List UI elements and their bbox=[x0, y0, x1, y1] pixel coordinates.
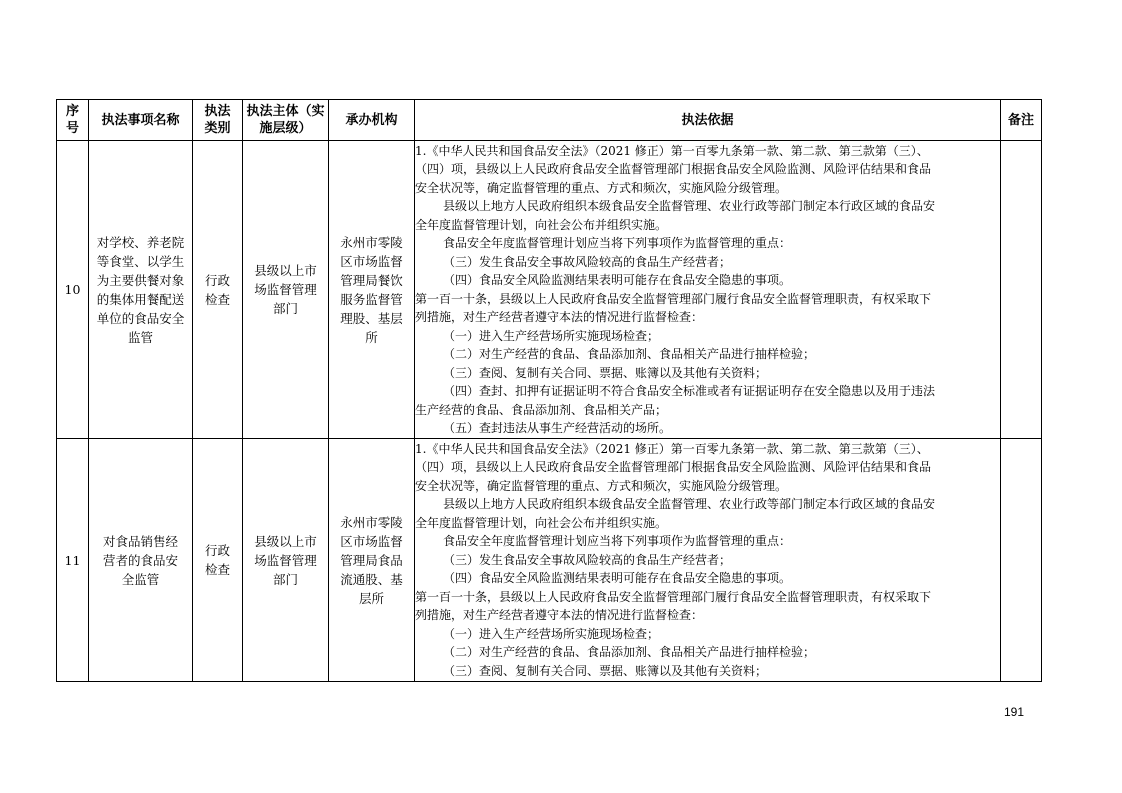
header-subject: 执法主体（实施层级） bbox=[243, 100, 329, 141]
header-category: 执法类别 bbox=[193, 100, 243, 141]
basis-line: 全年度监督管理计划，向社会公布并组织实施。 bbox=[415, 217, 668, 232]
basis-line: 安全状况等，确定监督管理的重点、方式和频次，实施风险分级管理。 bbox=[415, 478, 788, 493]
basis-line: （二）对生产经营的食品、食品添加剂、食品相关产品进行抽样检验； bbox=[443, 645, 816, 660]
basis-line: （三）发生食品安全事故风险较高的食品生产经营者； bbox=[443, 254, 732, 269]
basis-line: （一）进入生产经营场所实施现场检查； bbox=[443, 626, 660, 641]
header-row bbox=[57, 100, 1042, 141]
header-basis: 执法依据 bbox=[415, 100, 1001, 141]
cell-category: 行政检查 bbox=[193, 439, 243, 682]
basis-line: （二）对生产经营的食品、食品添加剂、食品相关产品进行抽样检验； bbox=[443, 347, 816, 361]
basis-line: （四）项，县级以上人民政府食品安全监督管理部门根据食品安全风险监测、风险评估结果和食品 bbox=[415, 460, 932, 475]
basis-line: 列措施，对生产经营者遵守本法的情况进行监督检查： bbox=[415, 310, 704, 324]
basis-line: （三）查阅、复制有关合同、票据、账簿以及其他有关资料； bbox=[443, 663, 768, 678]
cell-office: 永州市零陵区市场监督管理局餐饮服务监督管理股、基层所 bbox=[329, 141, 415, 439]
basis-line: （四）食品安全风险监测结果表明可能存在食品安全隐患的事项。 bbox=[443, 273, 792, 287]
page-number: 191 bbox=[1004, 705, 1025, 719]
basis-line: （三）查阅、复制有关合同、票据、账簿以及其他有关资料； bbox=[443, 365, 768, 380]
cell-subject: 县级以上市场监督管理部门 bbox=[243, 141, 329, 439]
basis-line: 第一百一十条，县级以上人民政府食品安全监督管理部门履行食品安全监督管理职责，有权采取下 bbox=[415, 589, 932, 604]
header-name: 执法事项名称 bbox=[89, 100, 193, 141]
basis-line: （三）发生食品安全事故风险较高的食品生产经营者； bbox=[443, 552, 732, 567]
basis-line: （一）进入生产经营场所实施现场检查； bbox=[443, 328, 660, 343]
basis-line: （四）查封、扣押有证据证明不符合食品安全标准或者有证据证明存在安全隐患以及用于违法 bbox=[443, 384, 936, 398]
basis-line: 食品安全年度监督管理计划应当将下列事项作为监督管理的重点： bbox=[443, 236, 792, 250]
basis-line: 县级以上地方人民政府组织本级食品安全监督管理、农业行政等部门制定本行政区域的食品安 bbox=[443, 199, 936, 213]
cell-basis bbox=[415, 439, 1001, 682]
basis-line: 生产经营的食品、食品添加剂、食品相关产品； bbox=[415, 402, 668, 417]
cell-seq: 10 bbox=[57, 141, 89, 439]
basis-line: 第一百一十条，县级以上人民政府食品安全监督管理部门履行食品安全监督管理职责，有权采取下 bbox=[415, 291, 932, 306]
cell-office: 永州市零陵区市场监督管理局食品流通股、基层所 bbox=[329, 439, 415, 682]
basis-line: 全年度监督管理计划，向社会公布并组织实施。 bbox=[415, 515, 668, 530]
table-row bbox=[57, 439, 1042, 682]
header-remark: 备注 bbox=[1001, 100, 1042, 141]
enforcement-table bbox=[56, 99, 1042, 682]
header-seq: 序号 bbox=[57, 100, 89, 141]
basis-line: （五）查封违法从事生产经营活动的场所。 bbox=[443, 421, 672, 435]
table-row bbox=[57, 141, 1042, 439]
basis-line: （四）项，县级以上人民政府食品安全监督管理部门根据食品安全风险监测、风险评估结果和食品 bbox=[415, 162, 932, 176]
header-office: 承办机构 bbox=[329, 100, 415, 141]
cell-name: 对学校、养老院等食堂、以学生为主要供餐对象的集体用餐配送单位的食品安全监管 bbox=[89, 141, 193, 439]
cell-seq: 11 bbox=[57, 439, 89, 682]
basis-line: 食品安全年度监督管理计划应当将下列事项作为监督管理的重点： bbox=[443, 534, 792, 549]
basis-line: 1.《中华人民共和国食品安全法》（2021 修正）第一百零九条第一款、第二款、第三款第（三）、 bbox=[415, 143, 929, 158]
basis-line: 列措施，对生产经营者遵守本法的情况进行监督检查： bbox=[415, 608, 704, 623]
cell-remark bbox=[1001, 141, 1042, 439]
cell-name: 对食品销售经营者的食品安全监管 bbox=[89, 439, 193, 682]
cell-category: 行政检查 bbox=[193, 141, 243, 439]
cell-remark bbox=[1001, 439, 1042, 682]
basis-line: （四）食品安全风险监测结果表明可能存在食品安全隐患的事项。 bbox=[443, 571, 792, 586]
basis-line: 县级以上地方人民政府组织本级食品安全监督管理、农业行政等部门制定本行政区域的食品安 bbox=[443, 497, 936, 512]
cell-subject: 县级以上市场监督管理部门 bbox=[243, 439, 329, 682]
cell-basis bbox=[415, 141, 1001, 439]
basis-line: 安全状况等，确定监督管理的重点、方式和频次，实施风险分级管理。 bbox=[415, 180, 788, 195]
basis-line: 1.《中华人民共和国食品安全法》（2021 修正）第一百零九条第一款、第二款、第三款第（三）、 bbox=[415, 441, 929, 456]
